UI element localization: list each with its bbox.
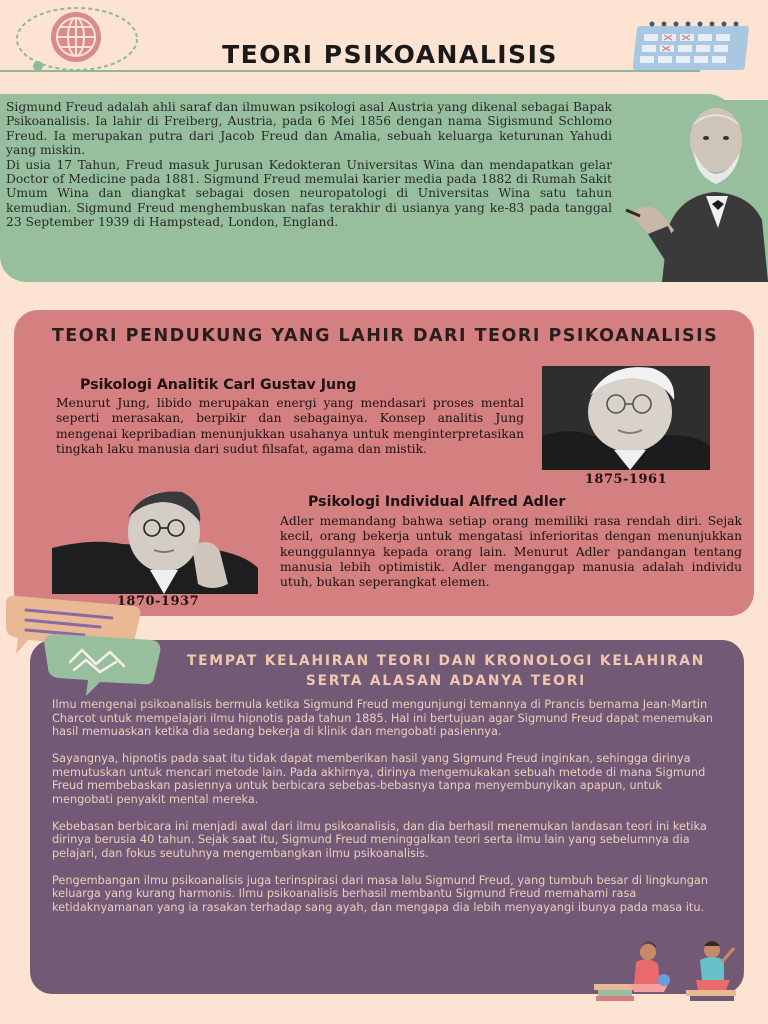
chat-bubble-icon (0, 592, 170, 696)
bio-text (6, 100, 612, 230)
adler-heading: Psikologi Individual Alfred Adler (308, 494, 566, 510)
history-paragraph: Kebebasan berbicara ini menjadi awal dari ilmu psikoanalisis, dan dia berhasil menemukan landasan teori ini ketika dirinya berusia 40 tahun. Sejak saat itu, Sigmund Freud meninggalkan teori serta ilmu lain yang sebelumnya dia pelajari, dan fokus seutuhnya mengembangkan ilmu psikoanalisis. (52, 819, 707, 860)
history-paragraph: Ilmu mengenai psikoanalisis bermula ketika Sigmund Freud mengunjungi temannya di Prancis bernama Jean-Martin Charcot untuk mempelajari ilmu hipnotis pada tahun 1885. Hal ini bertujuan agar Sigmund Freud dapat menemukan hasil memuaskan ketika dia sedang bekerja di klinik dan mengobati pasiennya. (52, 698, 714, 738)
history-title: TEMPAT KELAHIRAN TEORI DAN KRONOLOGI KELAHIRAN SERTA ALASAN ADANYA TEORI (186, 653, 706, 689)
globe-icon (14, 6, 140, 72)
history-text (52, 698, 724, 928)
adler-dates: 1870-1937 (116, 594, 200, 609)
jung-portrait (542, 366, 710, 470)
calendar-icon (632, 18, 754, 72)
page-title: TEORI PSIKOANALISIS (222, 40, 558, 69)
history-paragraph: Pengembangan ilmu psikoanalisis juga terinspirasi dari masa lalu Sigmund Freud, yang tumbuh besar di lingkungan keluarga yang kurang harmonis. Ilmu psikoanalisis berhasil membantu Sigmund Freud memahami rasa ketidaknyamanan yang ia rasakan terhadap sang ayah, dan mengapa dia lebih menyayangi ibunya pada masa itu. (52, 873, 708, 914)
adler-portrait (52, 488, 258, 594)
children-reading-illustration (590, 938, 740, 1002)
history-paragraph: Sayangnya, hipnotis pada saat itu tidak dapat memberikan hasil yang Sigmund Freud inginkan, sehingga dirinya memutuskan untuk mencari metode lain. Pada akhirnya, dirinya mengemukakan sebuah metode di mana Sigmund Freud membebaskan pasiennya untuk berbicara sebebas-bebasnya tanpa menyembunyikan apapun, untuk mengobati penyakit mental mereka. (52, 752, 706, 806)
bio-paragraph: Di usia 17 Tahun, Freud masuk Jurusan Kedokteran Universitas Wina dan mendapatkan gelar Doctor of Medicine pada 1881. Sigmund Freud memulai karier media pada 1882 di Rumah Sakit Umum Wina dan diangkat sebagai dosen neuropatologi di Universitas Wina satu tahun kemudian. Sigmund Freud menghembuskan nafas terakhir di usianya yang ke-83 pada tanggal 23 September 1939 di Hampstead, London, England. (6, 157, 612, 230)
jung-dates: 1875-1961 (584, 472, 668, 487)
freud-portrait (622, 100, 768, 282)
jung-text: Menurut Jung, libido merupakan energi yang mendasari proses mental seperti merasakan, berpikir dan sebagainya. Konsep analitis Jung mengenai kepribadian menunjukkan usahanya untuk menginterpretasikan tingkah laku manusia dari sudut filsafat, agama dan mistik. (56, 396, 524, 456)
jung-heading: Psikologi Analitik Carl Gustav Jung (80, 377, 357, 393)
title-underline (0, 70, 700, 72)
adler-text: Adler memandang bahwa setiap orang memiliki rasa rendah diri. Sejak kecil, orang bekerja untuk mengatasi inferioritas dengan menunjukkan keunggulannya kepada orang lain. Menurut Adler pandangan tentang manusia lebih optimistik. Adler menganggap manusia adalah individu utuh, bukan seperangkat elemen. (280, 514, 742, 590)
theory-title: TEORI PENDUKUNG YANG LAHIR DARI TEORI PSIKOANALISIS (51, 326, 719, 346)
bio-paragraph: Sigmund Freud adalah ahli saraf dan ilmuwan psikologi asal Austria yang dikenal sebagai Bapak Psikoanalisis. Ia lahir di Freiberg, Austria, pada 6 Mei 1856 dengan nama Sigismund Schlomo Freud. Ia merupakan putra dari Jacob Freud dan Amalia, sebuah keluarga keturunan Yahudi yang miskin. (6, 100, 612, 158)
